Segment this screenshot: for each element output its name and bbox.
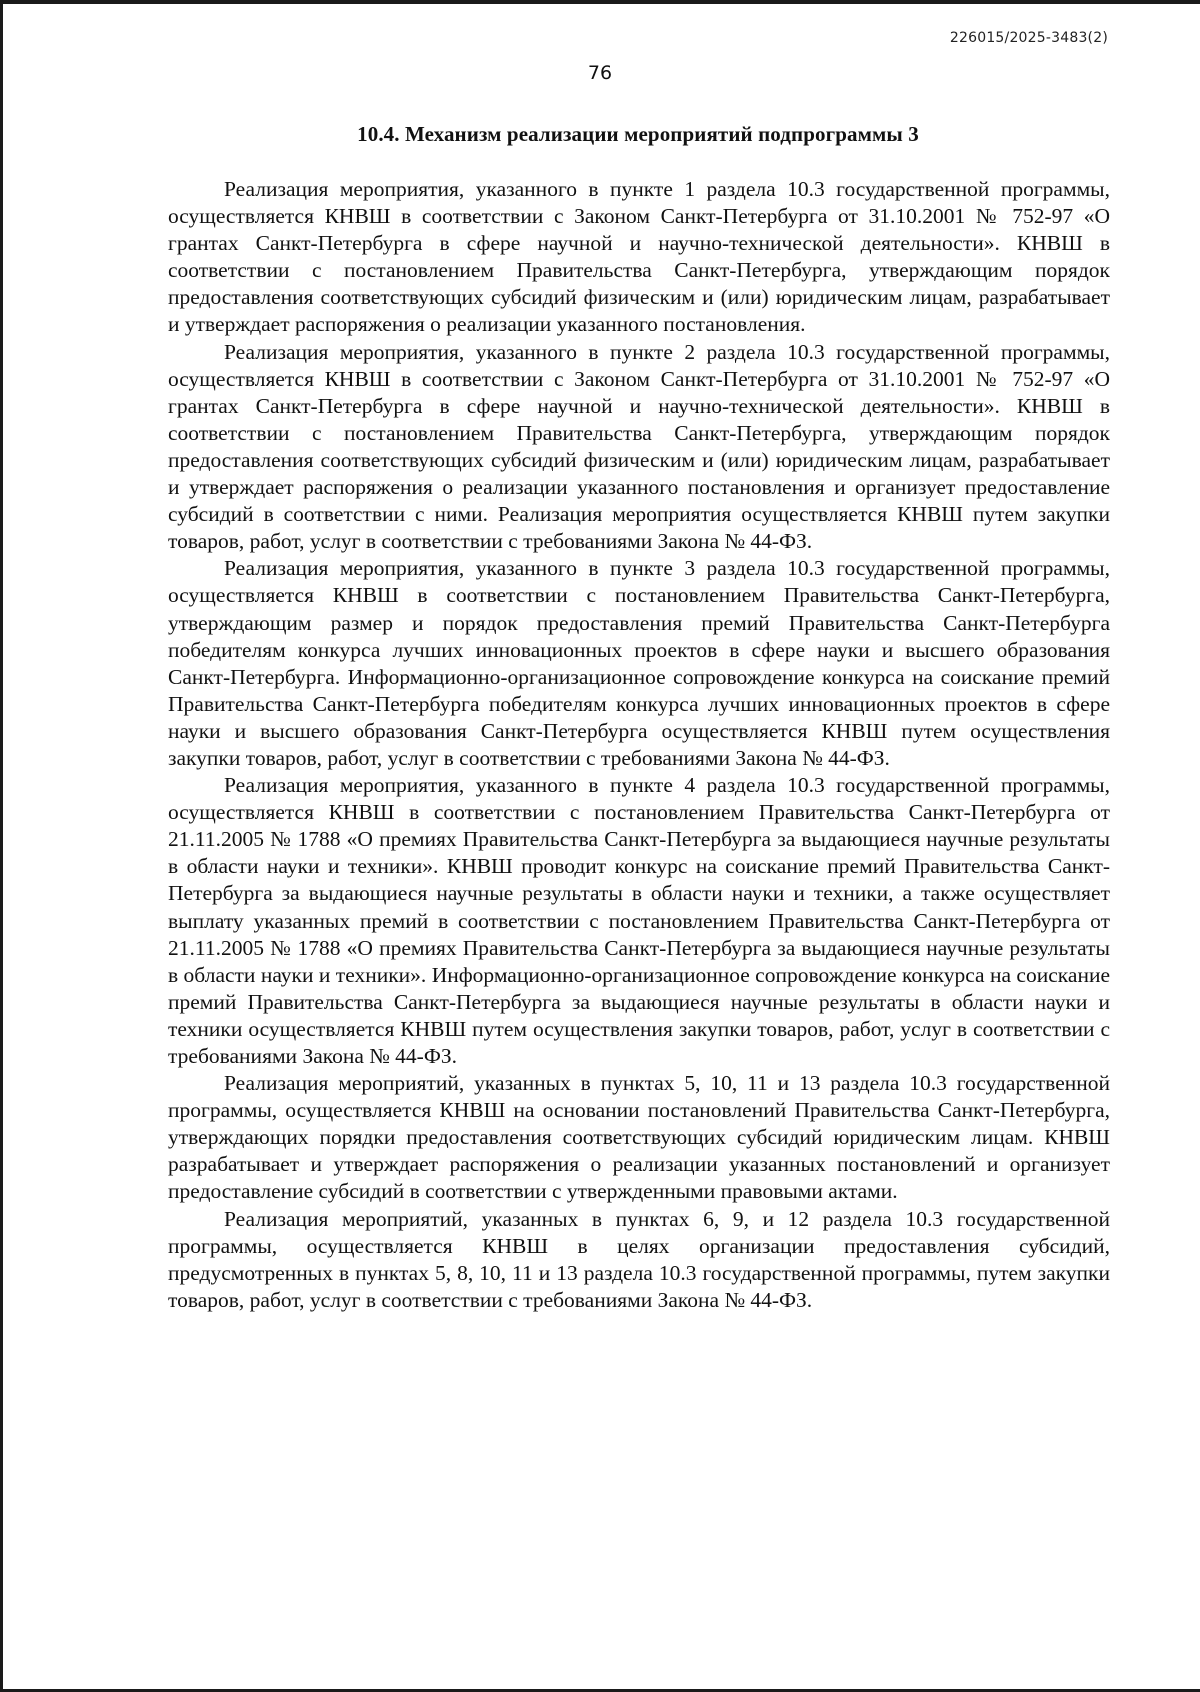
paragraph: Реализация мероприятия, указанного в пункте 2 раздела 10.3 государственной программы, осуществляется КНВШ в соответствии с Законом Санкт-Петербурга от 31.10.2001 № 752-97 «О грантах Санкт-Петербурга в сфере научной и научно-технической деятельности». КНВШ в соответствии с постановлением Правительства Санкт-Петербурга, утверждающим порядок предоставления соответствующих субсидий физическим и (или) юридическим лицам, разрабатывает и утверждает распоряжения о реализации указанного постановления и организует предоставление субсидий в соответствии с ними. Реализация мероприятия осуществляется КНВШ путем закупки товаров, работ, услуг в соответствии с требованиями Закона № 44-ФЗ. <box>168 339 1110 554</box>
registration-number: 226015/2025-3483(2) <box>949 30 1108 46</box>
paragraph: Реализация мероприятия, указанного в пункте 1 раздела 10.3 государственной программы, осуществляется КНВШ в соответствии с Законом Санкт-Петербурга от 31.10.2001 № 752-97 «О грантах Санкт-Петербурга в сфере научной и научно-технической деятельности». КНВШ в соответствии с постановлением Правительства Санкт-Петербурга, утверждающим порядок предоставления соответствующих субсидий физическим и (или) юридическим лицам, разрабатывает и утверждает распоряжения о реализации указанного постановления. <box>168 177 1110 337</box>
paragraph: Реализация мероприятий, указанных в пунктах 5, 10, 11 и 13 раздела 10.3 государственной программы, осуществляется КНВШ на основании постановлений Правительства Санкт-Петербурга, утверждающих порядки предоставления соответствующих субсидий юридическим лицам. КНВШ разрабатывает и утверждает распоряжения о реализации указанных постановлений и организует предоставление субсидий в соответствии с утвержденными правовыми актами. <box>168 1071 1110 1204</box>
paragraph: Реализация мероприятия, указанного в пункте 3 раздела 10.3 государственной программы, осуществляется КНВШ в соответствии с постановлением Правительства Санкт-Петербурга, утверждающим размер и порядок предоставления премий Правительства Санкт-Петербурга победителям конкурса лучших инновационных проектов в сфере науки и высшего образования Санкт-Петербурга. Информационно-организационное сопровождение конкурса на соискание премий Правительства Санкт-Петербурга победителям конкурса лучших инновационных проектов в сфере науки и высшего образования Санкт-Петербурга осуществляется КНВШ путем осуществления закупки товаров, работ, услуг в соответствии с требованиями Закона № 44-ФЗ. <box>168 556 1110 770</box>
page-number: 76 <box>587 62 613 84</box>
document-body <box>168 176 1110 1314</box>
section-title: 10.4. Механизм реализации мероприятий подпрограммы 3 <box>357 122 919 146</box>
scan-border-top <box>0 0 1200 4</box>
paragraph: Реализация мероприятия, указанного в пункте 4 раздела 10.3 государственной программы, осуществляется КНВШ в соответствии с постановлением Правительства Санкт-Петербурга от 21.11.2005 № 1788 «О премиях Правительства Санкт-Петербурга за выдающиеся научные результаты в области науки и техники». КНВШ проводит конкурс на соискание премий Правительства Санкт-Петербурга за выдающиеся научные результаты в области науки и техники, а также осуществляет выплату указанных премий в соответствии с постановлением Правительства Санкт-Петербурга от 21.11.2005 № 1788 «О премиях Правительства Санкт-Петербурга за выдающиеся научные результаты в области науки и техники». Информационно-организационное сопровождение конкурса на соискание премий Правительства Санкт-Петербурга за выдающиеся научные результаты в области науки и техники осуществляется КНВШ путем осуществления закупки товаров, работ, услуг в соответствии с требованиями Закона № 44-ФЗ. <box>168 773 1110 1068</box>
paragraph: Реализация мероприятий, указанных в пунктах 6, 9, и 12 раздела 10.3 государственной программы, осуществляется КНВШ в целях организации предоставления субсидий, предусмотренных в пунктах 5, 8, 10, 11 и 13 раздела 10.3 государственной программы, путем закупки товаров, работ, услуг в соответствии с требованиями Закона № 44-ФЗ. <box>168 1206 1110 1312</box>
scan-border-left <box>0 0 3 1692</box>
